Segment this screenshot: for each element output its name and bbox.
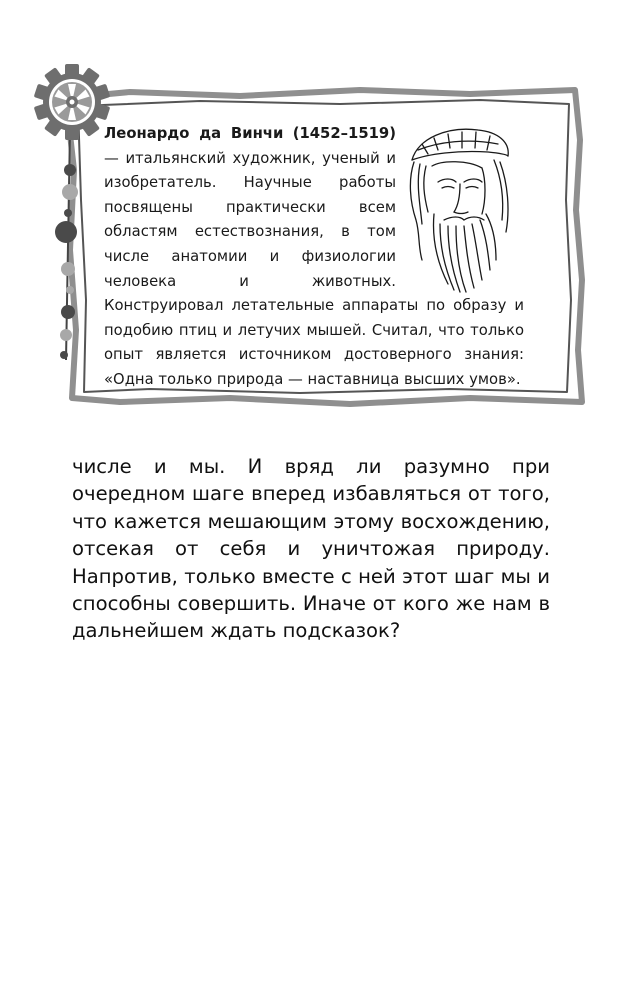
- person-years: (1452–1519): [292, 125, 396, 142]
- bio-text: — итальянский художник, ученый и изобретатель. Научные работы посвящены практически всем областям естествознания, в том числе анатомии и физиологии человека и животных. Конструировал летательные аппараты по образу и подобию птиц и летучих мышей. Считал, что только опыт является источником достоверного знания: «Одна только природа — наставница высших умов».: [104, 149, 524, 388]
- main-paragraph: числе и мы. И вряд ли разумно при очередном шаге вперед избавляться от того, что кажется мешающим этому восхождению, отсекая от себя и уничтожая природу. Напротив, только вместе с ней этот шаг мы и способны совершить. Иначе от кого же нам в дальнейшем ждать подсказок?: [72, 455, 550, 643]
- leonardo-bio-card: [104, 122, 524, 393]
- person-name: Леонардо да Винчи: [104, 125, 284, 142]
- gear-icon: [34, 64, 111, 140]
- main-text: [72, 453, 550, 645]
- bio-paragraph: [104, 122, 524, 393]
- portrait-spacer: [396, 122, 524, 272]
